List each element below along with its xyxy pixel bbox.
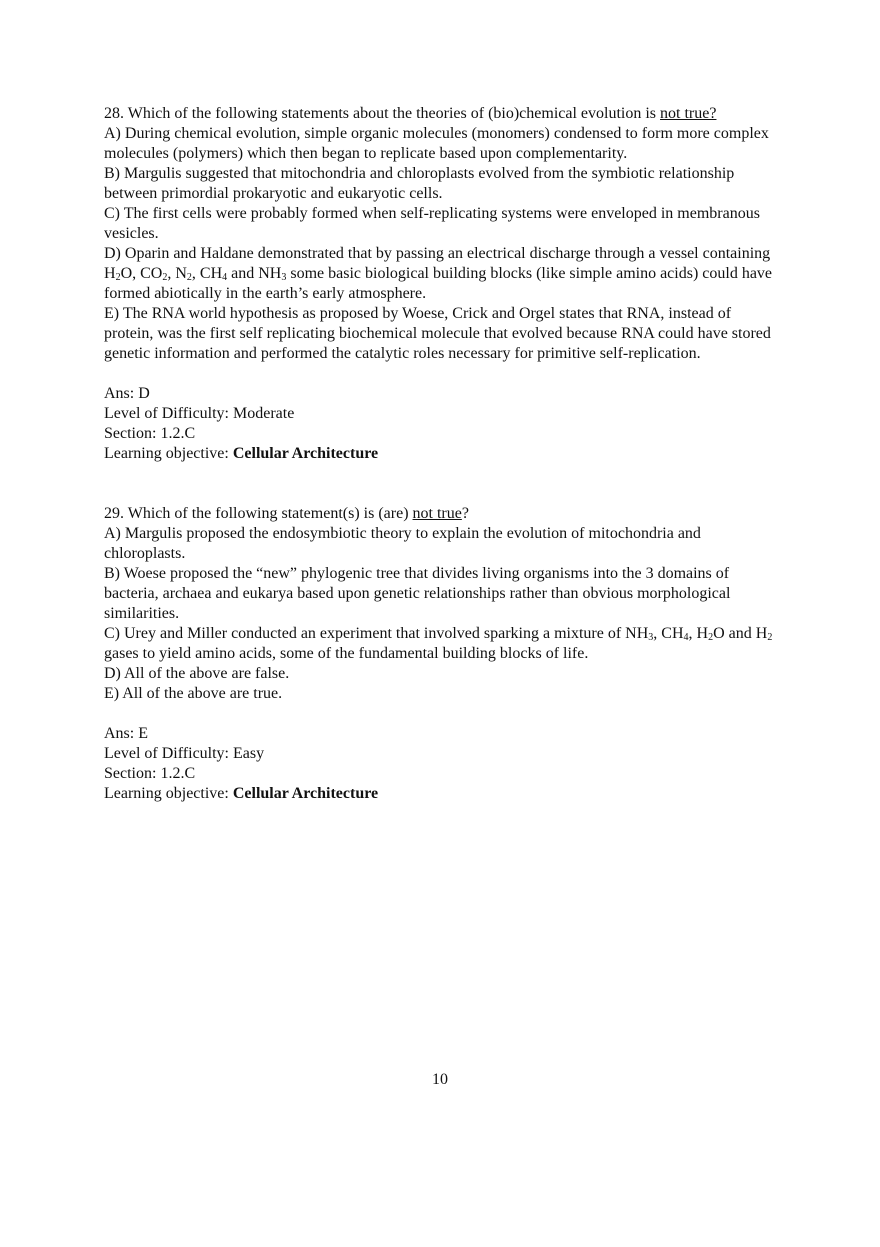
option-b: B) Woese proposed the “new” phylogenic tree that divides living organisms into the 3 domains of bacteria, archaea and eukarya based upon genetic relationships rather than obvious morphological similarities.: [104, 565, 731, 622]
question-stem-text: Which of the following statement(s) is (are): [127, 505, 413, 522]
option-a: A) During chemical evolution, simple organic molecules (monomers) condensed to form more complex molecules (polymers) which then began to replicate based upon complementarity.: [104, 125, 769, 162]
answer-line: Ans: E: [104, 725, 148, 742]
page-number: 10: [432, 1071, 448, 1088]
not-true-emphasis: not true?: [660, 105, 717, 122]
learning-objective-label: Learning objective:: [104, 445, 233, 462]
learning-objective-value: Cellular Architecture: [232, 785, 379, 802]
difficulty-line: Level of Difficulty: Easy: [104, 745, 265, 762]
question-stem: [104, 104, 784, 124]
question-28: [104, 104, 784, 464]
learning-objective-line: [104, 444, 784, 464]
answer-line: Ans: D: [104, 385, 150, 402]
question-stem-end: ?: [461, 505, 469, 522]
option-d: D) Oparin and Haldane demonstrated that by passing an electrical discharge through a vessel containing $H_2O$, $CO_2$, $N_2$, $CH_4$ and $NH_3$ some basic biological building blocks (like simple amino acids) could have formed abiotically in the earth’s early atmosphere.: [104, 245, 773, 302]
option-c: C) Urey and Miller conducted an experiment that involved sparking a mixture of $NH_3$, $CH_4$, $H_2O$ and $H_2$ gases to yield amino acids, some of the fundamental building blocks of life.: [104, 625, 773, 662]
question-stem-text: Which of the following statements about the theories of (bio)chemical evolution is: [127, 105, 661, 122]
difficulty-line: Level of Difficulty: Moderate: [104, 405, 295, 422]
question-number: 29.: [104, 505, 124, 522]
learning-objective-value: Cellular Architecture: [232, 445, 379, 462]
option-c: C) The first cells were probably formed when self-replicating systems were enveloped in membranous vesicles.: [104, 205, 760, 242]
section-line: Section: 1.2.C: [104, 425, 196, 442]
question-stem: [104, 504, 784, 524]
learning-objective-line: [104, 784, 784, 804]
answer-metadata: [104, 724, 784, 804]
option-b: B) Margulis suggested that mitochondria and chloroplasts evolved from the symbiotic relationship between primordial prokaryotic and eukaryotic cells.: [104, 165, 735, 202]
answer-metadata: [104, 384, 784, 464]
learning-objective-label: Learning objective:: [104, 785, 233, 802]
option-e: E) The RNA world hypothesis as proposed by Woese, Crick and Orgel states that RNA, instead of protein, was the first self replicating biochemical molecule that evolved because RNA could have stored genetic information and performed the catalytic roles necessary for primitive self-replication.: [104, 305, 771, 362]
question-number: 28.: [104, 105, 124, 122]
document-page: [104, 104, 784, 804]
question-29: [104, 504, 784, 804]
section-line: Section: 1.2.C: [104, 765, 196, 782]
option-a: A) Margulis proposed the endosymbiotic theory to explain the evolution of mitochondria and chloroplasts.: [104, 525, 701, 562]
option-e: E) All of the above are true.: [104, 685, 283, 702]
option-d: D) All of the above are false.: [104, 665, 290, 682]
not-true-emphasis: not true: [412, 505, 462, 522]
